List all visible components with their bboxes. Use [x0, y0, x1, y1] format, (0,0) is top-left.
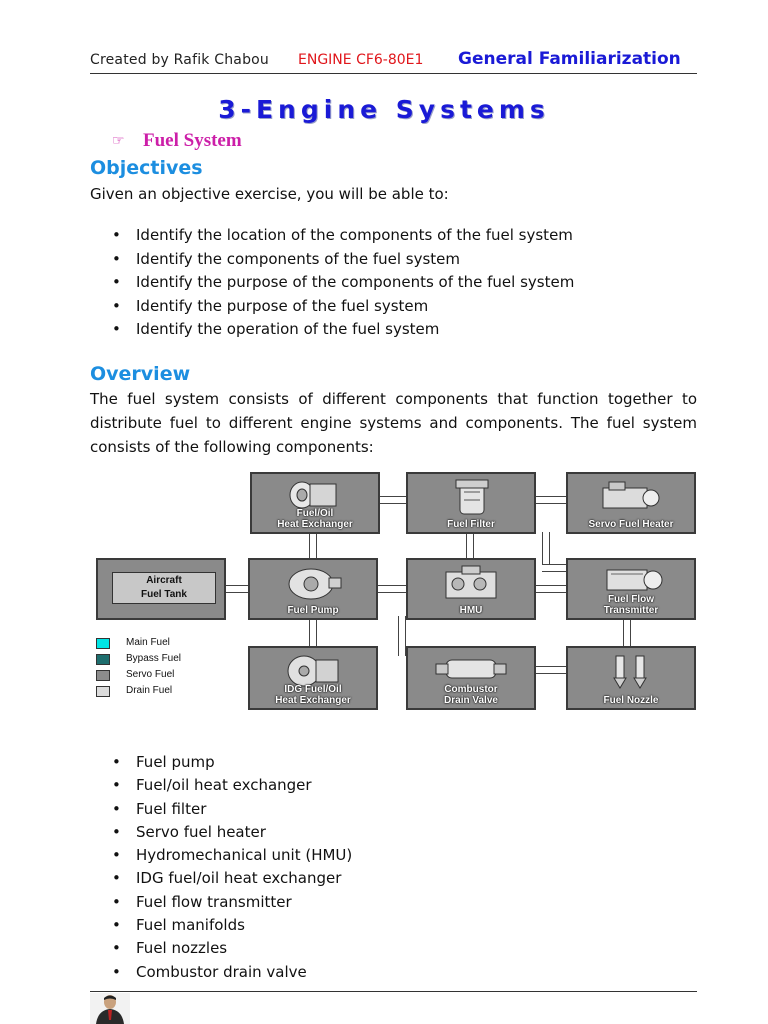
overview-heading: Overview	[90, 363, 191, 385]
list-item: • Identify the components of the fuel system	[112, 249, 574, 273]
header-rule	[90, 73, 697, 74]
list-item: • IDG fuel/oil heat exchanger	[112, 868, 352, 891]
drain-valve-icon	[432, 652, 510, 686]
list-item: • Hydromechanical unit (HMU)	[112, 845, 352, 868]
pipe	[536, 496, 566, 504]
hmu-box: HMU	[406, 558, 536, 620]
fuel-oil-heat-exchanger-box: Fuel/Oil Heat Exchanger	[250, 472, 380, 534]
list-item: • Identify the purpose of the components of the fuel system	[112, 272, 574, 296]
fuel-filter-icon	[446, 478, 496, 518]
list-item: • Fuel flow transmitter	[112, 892, 352, 915]
chapter-title: 3-Engine Systems	[218, 95, 550, 124]
combustor-drain-valve-box: Combustor Drain Valve	[406, 646, 536, 710]
list-item: • Fuel pump	[112, 752, 352, 775]
fuel-pump-box: Fuel Pump	[248, 558, 378, 620]
idg-heat-exchanger-box: IDG Fuel/Oil Heat Exchanger	[248, 646, 378, 710]
list-item: • Combustor drain valve	[112, 962, 352, 985]
list-item: • Identify the operation of the fuel system	[112, 319, 574, 343]
list-item: • Fuel filter	[112, 799, 352, 822]
list-item: • Identify the location of the components of the fuel system	[112, 225, 574, 249]
pipe	[309, 532, 317, 560]
pipe	[623, 616, 631, 648]
pipe	[309, 616, 317, 648]
pipe	[536, 585, 566, 593]
list-item: • Fuel nozzles	[112, 938, 352, 961]
fuel-system-diagram: Fuel/Oil Heat Exchanger Fuel Filter Servo Fuel Heater Aircraft Fuel Tank Fuel Pump HMU Fuel Flow Transmitter IDG Fuel/Oil Heat Exchanger Combustor Drain Valve Fuel Nozzle Main Fuel Bypass Fuel Servo Fuel Drain Fuel	[90, 466, 700, 714]
list-item: • Servo fuel heater	[112, 822, 352, 845]
objectives-intro: Given an objective exercise, you will be able to:	[90, 185, 449, 203]
pipe	[466, 532, 474, 560]
engine-model: ENGINE CF6-80E1	[298, 52, 424, 68]
list-item: • Identify the purpose of the fuel system	[112, 296, 574, 320]
servo-fuel-heater-box: Servo Fuel Heater	[566, 472, 696, 534]
fuel-filter-box: Fuel Filter	[406, 472, 536, 534]
pipe	[226, 585, 250, 593]
author-credit: Created by Rafik Chabou	[90, 52, 270, 68]
pipe	[380, 496, 406, 504]
aircraft-fuel-tank-box: Aircraft Fuel Tank	[96, 558, 226, 620]
course-title: General Familiarization	[458, 49, 681, 69]
heat-exchanger-icon	[286, 478, 344, 512]
hmu-icon	[436, 564, 506, 604]
author-photo	[90, 993, 130, 1024]
pipe	[536, 666, 566, 674]
list-item: • Fuel/oil heat exchanger	[112, 775, 352, 798]
fuel-nozzle-box: Fuel Nozzle	[566, 646, 696, 710]
components-list	[112, 752, 352, 985]
section-title: Fuel System	[143, 130, 242, 151]
pipe	[398, 616, 406, 656]
list-item: • Fuel manifolds	[112, 915, 352, 938]
objectives-list	[112, 225, 574, 343]
overview-paragraph: The fuel system consists of different components that function together to distribute fuel to different engine systems and components. The fuel system consists of the following components:	[90, 390, 697, 456]
flow-transmitter-icon	[595, 564, 667, 594]
footer-rule	[90, 991, 697, 992]
objectives-heading: Objectives	[90, 157, 203, 179]
pipe	[542, 564, 566, 572]
pointing-hand-icon: ☞	[112, 133, 125, 149]
fuel-pump-icon	[281, 564, 345, 604]
pipe	[378, 585, 406, 593]
fuel-nozzle-icon	[608, 652, 654, 692]
fuel-flow-transmitter-box: Fuel Flow Transmitter	[566, 558, 696, 620]
servo-heater-icon	[595, 478, 667, 514]
